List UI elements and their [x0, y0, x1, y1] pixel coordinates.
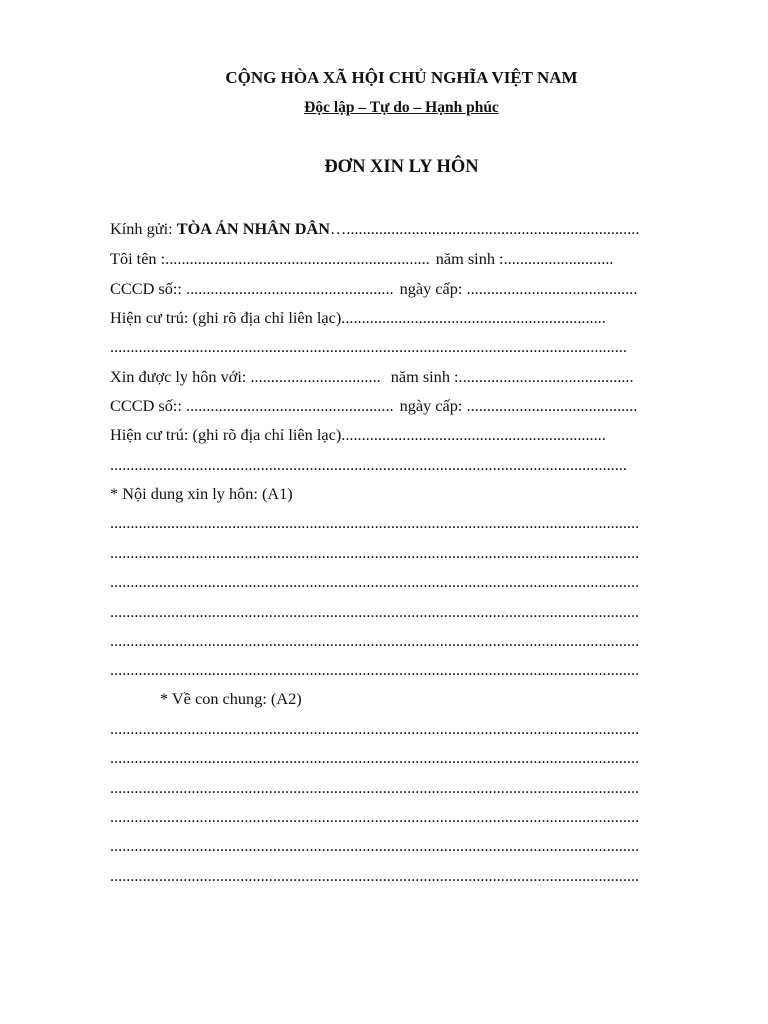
spouse-residence-continued: ...............................................................................................................................: [110, 455, 627, 474]
spouse-name: Xin được ly hôn với: ................................: [110, 367, 381, 386]
spouse-id: CCCD số:: ...................................................: [110, 396, 394, 415]
recipient-fill: …........................................................................: [330, 219, 640, 238]
spouse-residence: Hiện cư trú: (ghi rõ địa chỉ liên lạc).................................................................: [110, 425, 606, 444]
children-line: ..................................................................................................................................: [110, 836, 640, 855]
recipient-label: Kính gửi:: [110, 219, 177, 238]
content-line: ..................................................................................................................................: [110, 572, 640, 591]
children-line: ..................................................................................................................................: [110, 778, 640, 797]
content-line: ..................................................................................................................................: [110, 602, 640, 621]
spouse-id-line: [110, 396, 750, 416]
children-line: ..................................................................................................................................: [110, 719, 640, 738]
children-line: ..................................................................................................................................: [110, 866, 640, 885]
children-heading: * Về con chung: (A2): [160, 689, 302, 708]
content-heading: * Nội dung xin ly hôn: (A1): [110, 484, 293, 503]
document-title: ĐƠN XIN LY HÔN: [324, 157, 479, 177]
applicant-birth-year: năm sinh :...........................: [435, 249, 614, 268]
recipient-line: [110, 219, 750, 239]
spouse-issue-date: ngày cấp: ..........................................: [399, 396, 638, 415]
children-line: ..................................................................................................................................: [110, 807, 640, 826]
applicant-name-line: [110, 249, 750, 269]
applicant-name: Tôi tên :.................................................................: [110, 249, 430, 268]
motto-heading: Độc lập – Tự do – Hạnh phúc: [304, 99, 499, 116]
applicant-id-line: [110, 279, 750, 299]
applicant-residence: Hiện cư trú: (ghi rõ địa chỉ liên lạc).................................................................: [110, 308, 606, 327]
recipient-court: TÒA ÁN NHÂN DÂN: [176, 219, 331, 238]
content-line: ..................................................................................................................................: [110, 513, 640, 532]
content-line: ..................................................................................................................................: [110, 543, 640, 562]
content-line: ..................................................................................................................................: [110, 631, 640, 650]
spouse-name-line: [110, 367, 750, 387]
applicant-id: CCCD số:: ...................................................: [110, 279, 394, 298]
country-heading: CỘNG HÒA XÃ HỘI CHỦ NGHĨA VIỆT NAM: [225, 68, 578, 87]
children-line: ..................................................................................................................................: [110, 748, 640, 767]
applicant-residence-continued: ...............................................................................................................................: [110, 337, 627, 356]
applicant-issue-date: ngày cấp: ..........................................: [399, 279, 638, 298]
spouse-birth-year: năm sinh :...........................................: [390, 367, 634, 386]
content-line: ..................................................................................................................................: [110, 660, 640, 679]
